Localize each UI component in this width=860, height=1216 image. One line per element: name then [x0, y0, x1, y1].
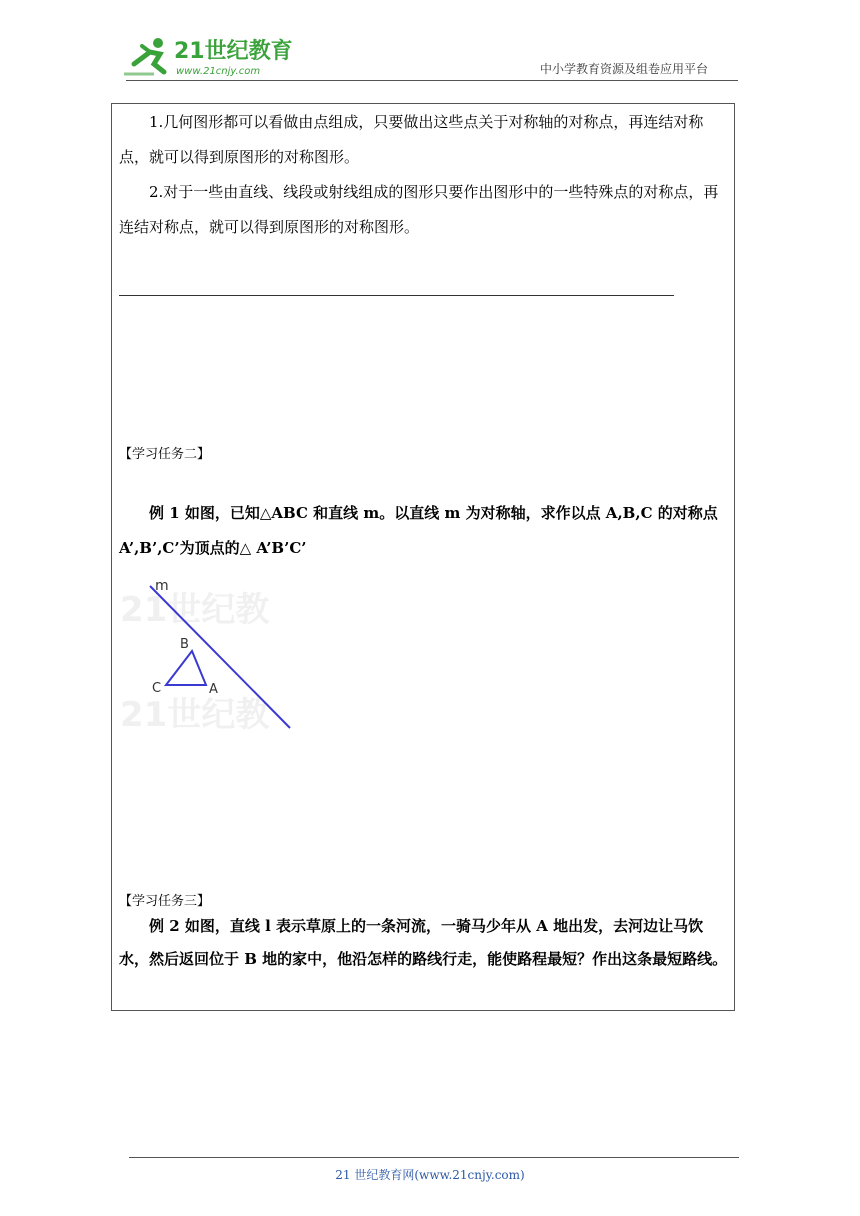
task3-title: 【学习任务三】	[119, 894, 211, 909]
task2-title: 【学习任务二】	[119, 447, 211, 462]
example-2: 例 2 如图，直线 l 表示草原上的一条河流，一骑马少年从 A 地出发，去河边让马饮水，然后返回位于 B 地的家中，他沿怎样的路线行走，能使路程最短？作出这条最短路线。	[119, 917, 728, 968]
svg-text:21世纪教: 21世纪教	[120, 590, 270, 630]
runner-icon	[124, 38, 164, 74]
header-divider	[126, 80, 738, 81]
footer-link[interactable]: 21 世纪教育网(www.21cnjy.com)	[335, 1168, 525, 1182]
logo-url: www.21cnjy.com	[176, 66, 261, 77]
triangle-abc	[166, 651, 206, 685]
site-logo	[124, 34, 294, 80]
example-1: 例 1 如图，已知△ABC 和直线 m。以直线 m 为对称轴，求作以点 A,B,C 的对称点 A’,B’,C’为顶点的△ A’B’C’	[119, 504, 718, 557]
triangle-figure	[118, 576, 318, 736]
figure-watermark	[120, 590, 270, 735]
paragraph-1: 1.几何图形都可以看做由点组成，只要做出这些点关于对称轴的对称点，再连结对称点，就可以得到原图形的对称图形。	[119, 113, 704, 166]
paragraph-2: 2.对于一些由直线、线段或射线组成的图形只要作出图形中的一些特殊点的对称点，再连结对称点，就可以得到原图形的对称图形。	[119, 183, 719, 236]
label-m: m	[155, 578, 169, 594]
header-platform-text: 中小学教育资源及组卷应用平台	[540, 62, 709, 76]
label-b: B	[180, 637, 189, 652]
footer-divider	[129, 1157, 739, 1158]
logo-text: 21世纪教育	[174, 39, 293, 64]
svg-text:21世纪教: 21世纪教	[120, 695, 270, 735]
label-c: C	[152, 681, 162, 696]
label-a: A	[209, 682, 218, 697]
answer-line	[119, 295, 674, 296]
